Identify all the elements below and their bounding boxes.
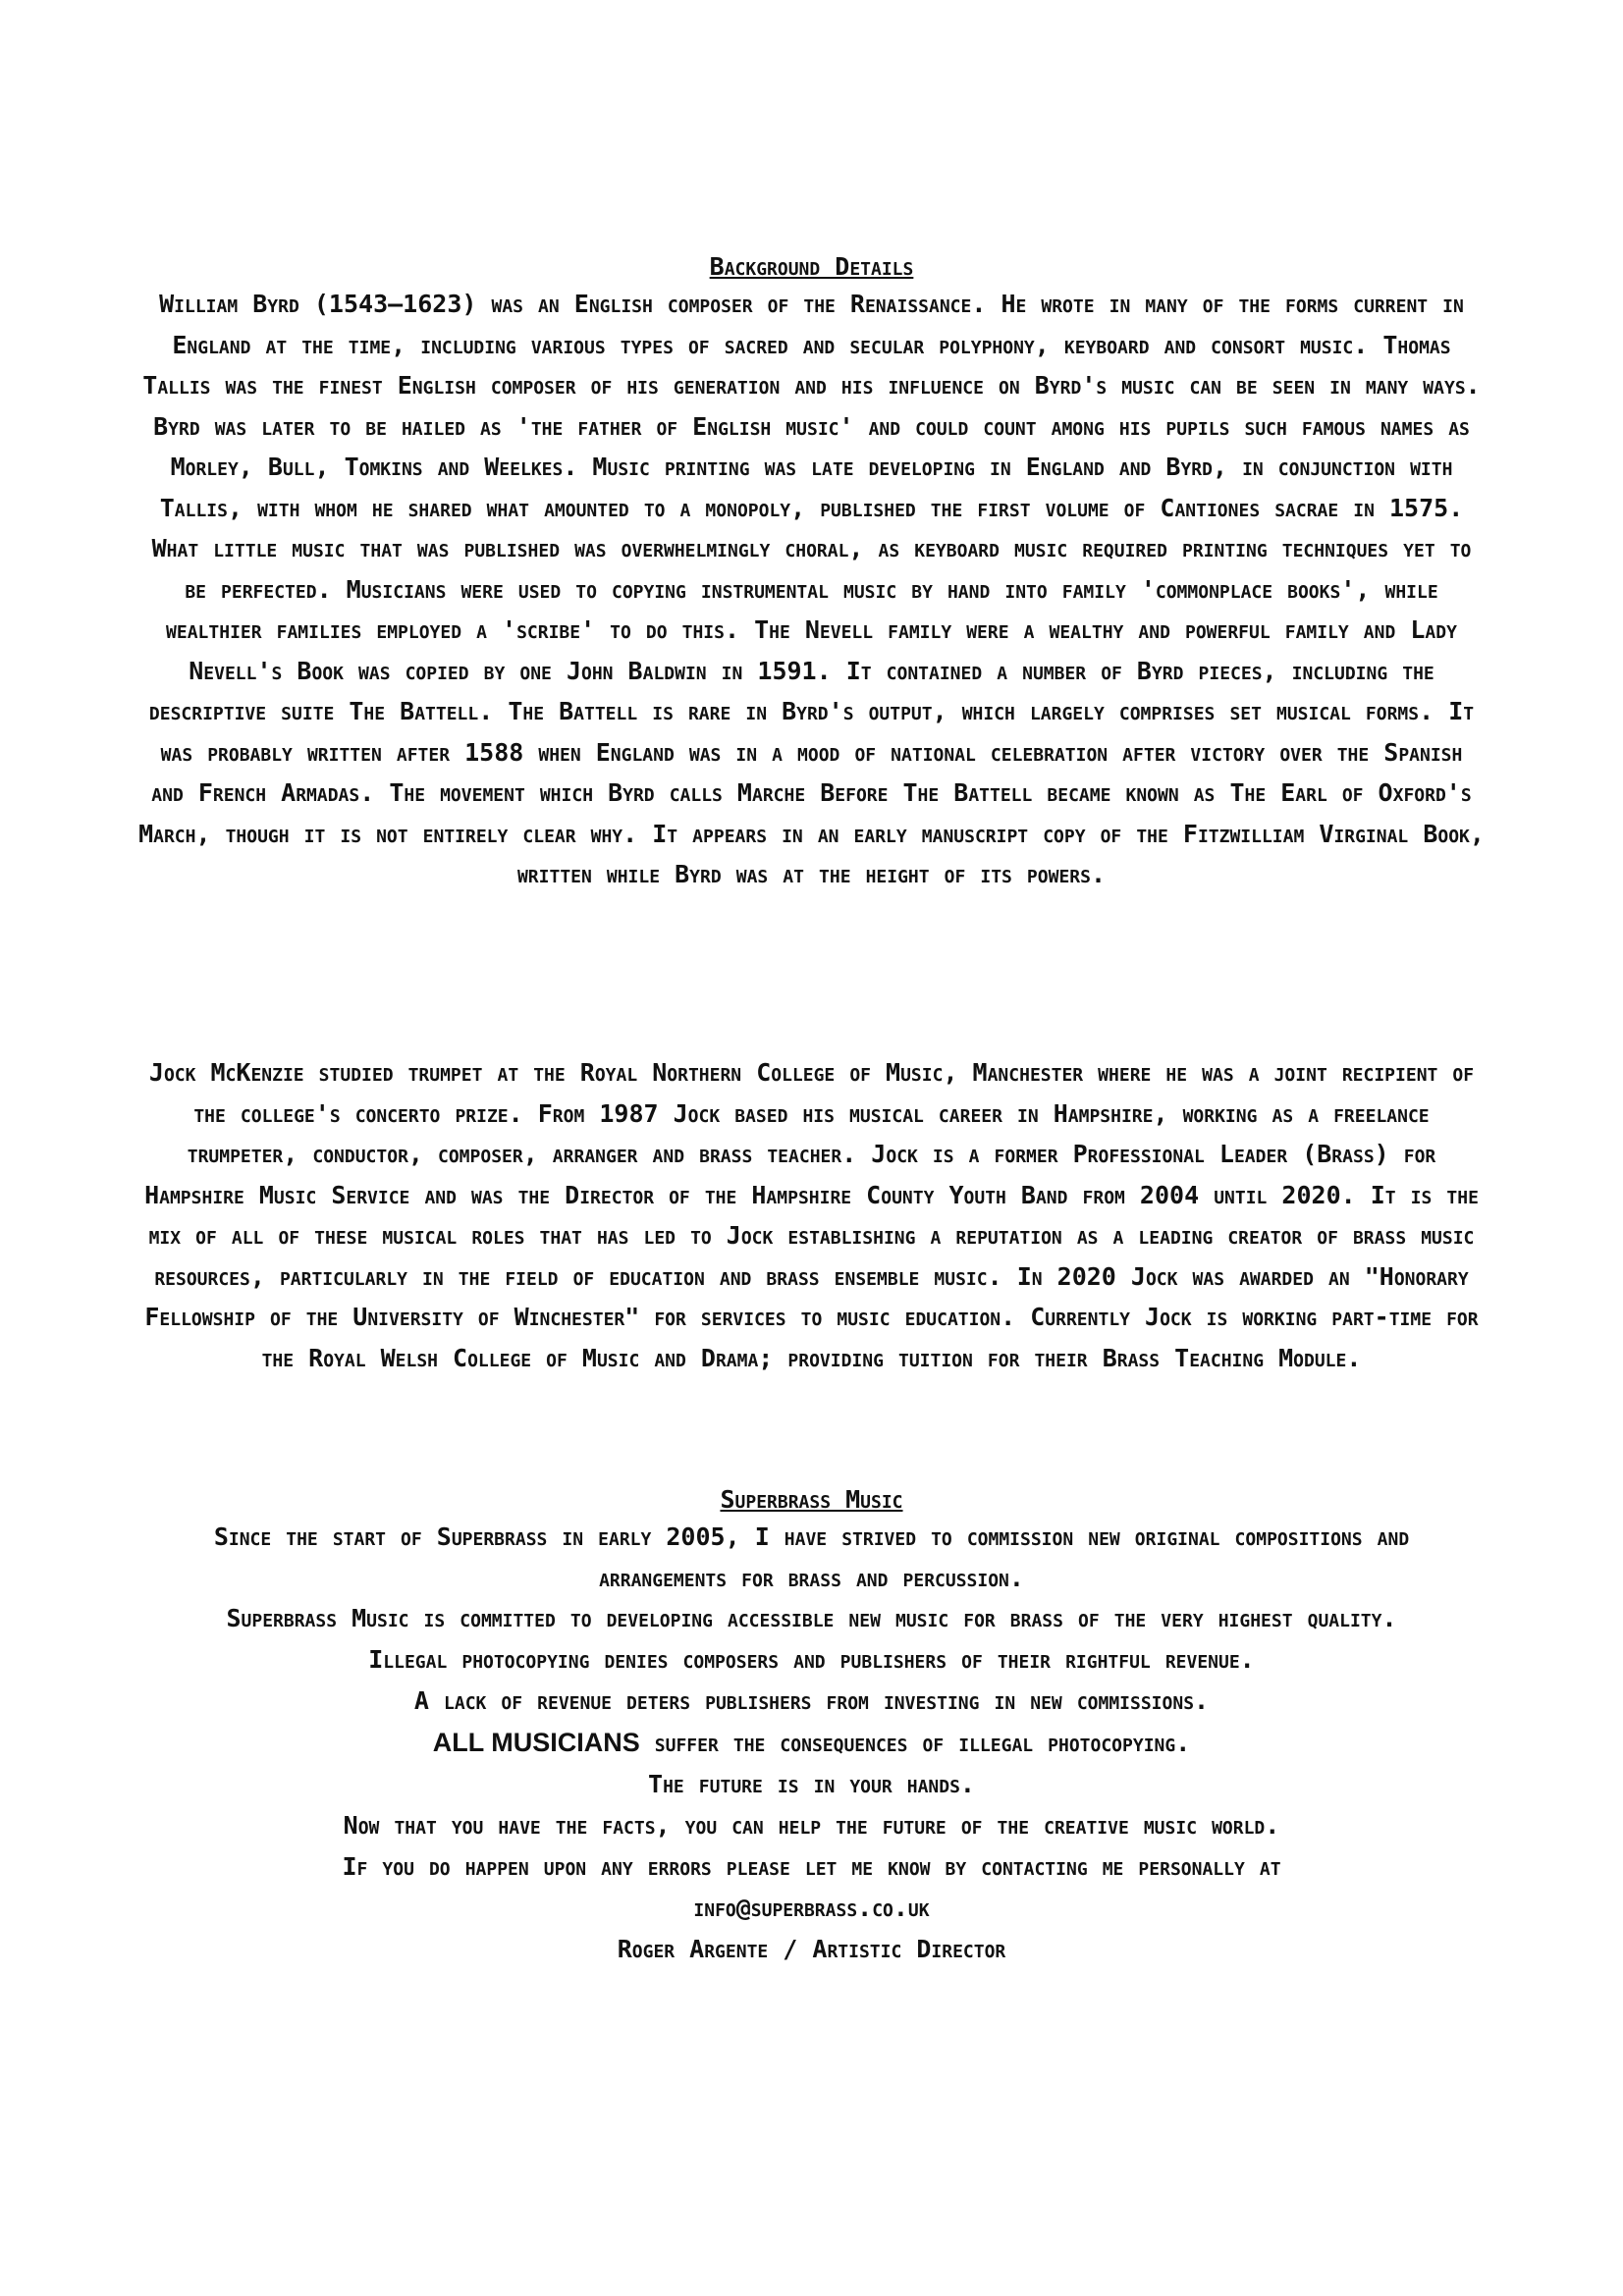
consequences-line xyxy=(137,1722,1486,1764)
background-paragraph: William Byrd (1543–1623) was an English composer of the Renaissance. He wrote in many of the forms current in England at the time, including various types of sacred and secular polyphony, keyboard and consort music. Thomas Tallis was the finest English composer of his generation and his influence on Byrd's music can be seen in many ways. Byrd was later to be hailed as 'the father of English music' and could count among his pupils such famous names as Morley, Bull, Tomkins and Weelkes. Music printing was late developing in England and Byrd, in conjunction with Tallis, with whom he shared what amounted to a monopoly, published the first volume of Cantiones sacrae in 1575. What little music that was published was overwhelmingly choral, as keyboard music required printing techniques yet to be perfected. Musicians were used to copying instrumental music by hand into family 'commonplace books', while wealthier families employed a 'scribe' to do this. The Nevell family were a wealthy and powerful family and Lady Nevell's Book was copied by one John Baldwin in 1591. It contained a number of Byrd pieces, including the descriptive suite The Battell. The Battell is rare in Byrd's output, which largely comprises set musical forms. It was probably written after 1588 when England was in a mood of national celebration after victory over the Spanish and French Armadas. The movement which Byrd calls Marche Before The Battell became known as The Earl of Oxford's March, though it is not entirely clear why. It appears in an early manuscript copy of the Fitzwilliam Virginal Book, written while Byrd was at the height of its powers. xyxy=(138,290,1485,888)
signature: Roger Argente / Artistic Director xyxy=(617,1935,1006,1963)
photocopy-warning: Illegal photocopying denies composers and publishers of their rightful revenue. xyxy=(368,1645,1255,1674)
revenue-warning: A lack of revenue deters publishers from investing in new commissions. xyxy=(413,1686,1210,1715)
superbrass-intro: Since the start of Superbrass in early 2005, I have strived to commission new original compositions and arrangements for brass and percussion. xyxy=(213,1522,1410,1592)
consequences-text: suffer the consequences of illegal photocopying. xyxy=(639,1729,1191,1757)
background-heading: Background Details xyxy=(709,252,914,281)
background-section xyxy=(137,250,1486,895)
facts-line: Now that you have the facts, you can help the future of the creative music world. xyxy=(343,1811,1280,1840)
superbrass-commitment: Superbrass Music is committed to developing accessible new music for brass of the very highest quality. xyxy=(226,1604,1397,1632)
superbrass-section xyxy=(137,1483,1486,1970)
contact-email: info@superbrass.co.uk xyxy=(693,1894,930,1922)
biography-paragraph: Jock McKenzie studied trumpet at the Royal Northern College of Music, Manchester where he was a joint recipient of the college's concerto prize. From 1987 Jock based his musical career in Hampshire, working as a freelance trumpeter, conductor, composer, arranger and brass teacher. Jock is a former Professional Leader (Brass) for Hampshire Music Service and was the Director of the Hampshire County Youth Band from 2004 until 2020. It is the mix of all of these musical roles that has led to Jock establishing a reputation as a leading creator of brass music resources, particularly in the field of education and brass ensemble music. In 2020 Jock was awarded an "Honorary Fellowship of the University of Winchester" for services to music education. Currently Jock is working part-time for the Royal Welsh College of Music and Drama; providing tuition for their Brass Teaching Module. xyxy=(144,1058,1479,1372)
errors-line: If you do happen upon any errors please let me know by contacting me personally at xyxy=(342,1852,1281,1881)
future-line: The future is in your hands. xyxy=(648,1770,975,1798)
superbrass-heading: Superbrass Music xyxy=(720,1485,903,1514)
biography-section xyxy=(137,1052,1486,1378)
all-musicians-emphasis: ALL MUSICIANS xyxy=(432,1728,640,1757)
